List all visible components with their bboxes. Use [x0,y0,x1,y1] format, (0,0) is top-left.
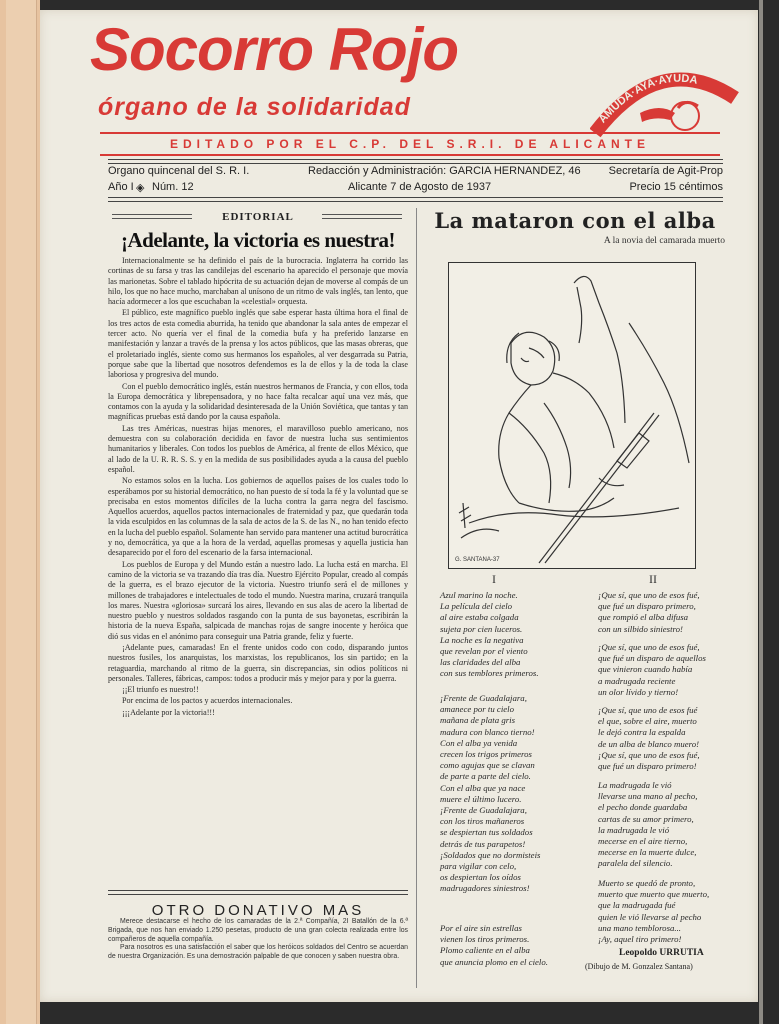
editorial-closing-line: ¡¡El triunfo es nuestro!! [122,685,199,695]
poem-line: las claridades del alba [440,657,521,668]
poem-stanza [598,705,700,772]
poem-line: con los tiros mañaneros [440,816,525,827]
date-text: Alicante 7 de Agosto de 1937 [348,181,492,193]
drawing-signature: G. SANTANA-37 [455,557,500,563]
poem-stanza [598,780,697,870]
diamond-icon: ◈ [136,182,145,194]
poem-line: La película del cielo [440,601,513,612]
editorial-paragraph: Internacionalmente se ha definido el país de la burocracia. Inglaterra ha corrido las cortinas de su farsa y tras las candilejas del escenario ha aparecido el personaje que movía las marionetas. Sobre el tablado hipócrita de su actuación dejan de moverse al compás de un hilo, los que no hace mucho, marchaban al unísono de un ritmo de vals inglés, tan lento, que hacía adormecer a los que escuchaban la «celestial» orquesta. [108,256,408,307]
poem-line: que vinieron cuando había [598,664,693,675]
donativo-body [108,918,408,962]
poem-line: que revelan por el viento [440,646,528,657]
poem-line: muere el último lucero. [440,793,522,804]
poem-line: mecerse en la muerte dulce, [598,847,697,858]
poem-line: os despiertan los oídos [440,872,521,883]
editorial-closing-line: Por encima de los pactos y acuerdos internacionales. [122,696,293,706]
poem-line: de parte a parte del cielo. [440,771,531,782]
poem-line: para vigilar con celo, [440,861,517,872]
number-text: Núm. 12 [152,181,194,193]
poem-line: que rompió el alba difusa [598,612,689,623]
soldier-illustration-icon [449,263,695,568]
poem-author: Leopoldo URRUTIA [619,948,704,958]
editorial-paragraph: Las tres Américas, nuestras hijas menores, el maravilloso pueblo americano, nos demuestra con su colaboración decidida en favor de nuestra lucha sus sentimientos humanitarios y liberales. Con todos los pueblos de América, al frente de ellos México, que al lado de la U. R. R. S. S. y en la medida de sus posibilidades ayuda a la causa del pueblo español. [108,423,408,474]
poem-line: llevarse una mano al pecho, [598,791,698,802]
poem-line: La madrugada le vió [598,780,672,790]
poem-line: de un alba de blanco muero! [598,738,700,749]
poem-line: ¡Soldados que no dormisteis [440,849,541,860]
header-rule-bottom [108,197,723,202]
poem-line: a madrugada reciente [598,675,676,686]
poem-line: que fué un disparo primero, [598,601,696,612]
redaccion-text: Redacción y Administración: GARCIA HERNANDEZ, 46 [308,165,581,177]
editorial-paragraph: Con el pueblo democrático inglés, están nuestros hermanos de Francia, y con ellos, toda la Europa democrática y librepensadora, y no hace falta recalcar aquí una vez más, que contamos con la ayuda y la solidaridad desinteresada de la Unión Soviética, que tantas y tan magníficas pruebas está dando por la causa española. [108,381,408,422]
editorial-headline: ¡Adelante, la victoria es nuestra! [120,228,396,252]
poem-line: ¡Que sí, que uno de esos fué [598,705,698,715]
masthead-title: Socorro Rojo [90,16,459,83]
price-text: Precio 15 céntimos [629,181,723,193]
donativo-title: OTRO DONATIVO MAS [151,902,365,919]
column-separator [416,208,417,988]
poem-stanza [440,590,539,680]
poem-line: le dejó contra la espalda [598,727,686,738]
poem-line: ¡Que sí, que uno de esos fué, [598,642,700,652]
poem-line: con un silbido siniestro! [598,623,683,634]
poem-stanza [440,693,540,895]
poem-line: mañana de plata gris [440,715,516,726]
soldier-drawing [448,262,696,569]
poem-line: con sus temblores primeros. [440,668,539,679]
editorial-closing-line: ¡¡¡Adelante por la victoria!!! [122,707,215,717]
masthead [90,18,730,158]
editorial-paragraph: No estamos solos en la lucha. Los gobiernos de aquellos países de los cuales todo lo esperábamos por su historial democrático, no han puesto de sí toda la fé y la voluntad que se precisaba en estos momentos difíciles de la lucha contra la garra negra del fascismo. Aquellos acuerdos, aquellos pactos internacionales de fraternidad y paz, que quedarán toda la vida esculpidos en las columnas de la sala de actos de la S. de las N., no han tenido efecto en la lucha del pueblo español. Solamente han servido para mantener una actitud burocrática y no, democrática, ya que a la hora de la verdad, aquellas promesas y aquella justicia han desaparecido por el foro del escenario de la farsa internacional. [108,476,408,558]
masthead-subtitle: órgano de la solidaridad [98,93,411,121]
poem-line: como agujas que se clavan [440,760,535,771]
poem-title: La mataron con el alba [434,208,716,233]
editorial-body [108,256,408,719]
poem-line: ¡Que sí, que uno de esos fué, [598,590,700,600]
editorial-label: EDITORIAL [222,211,294,223]
poem-line: Con el alba que ya nace [440,782,526,793]
poem-line: el que, sobre el aire, muerto [598,716,697,727]
poem-line: muerto que muerto que muerto, [598,889,710,900]
poem-line: cartas de su amor primero, [598,813,694,824]
poem-line: el pecho donde guardaba [598,802,688,813]
poem-line: paralela del silencio. [598,858,673,869]
poem-line: mecerse en el aire tierno, [598,836,688,847]
emblem-text: AMUDA·AYA·AYUDA [596,72,699,126]
editorial-paragraph: El público, este magnífico pueblo inglés que sabe esperar hasta última hora el final de los tres actos de esta comedia aburrida, ha tenido que abandonar la sala antes de empezar el tercer acto. No quería ver el final de la comedia bufa y ha preferido lanzarse en manifestación y lanzar a través de la prensa y los actos públicos, que las masas obreras, que el proletariado inglés, siente como sus hermanos los españoles, al ver desgarrada su Patria, porque sabe que la libertad que nosotros defendemos es la de ellos y la de toda la clase laboriosa y progresiva del mundo. [108,308,408,380]
poem-line: detrás de tus parapetos! [440,838,526,849]
poem-line: Por el aire sin estrellas [440,923,522,933]
editorial-ornament-right [322,214,402,219]
right-page-edge [759,0,779,1024]
poem-line: sujeta por cien luceros. [440,623,523,634]
poem-line: madrugadores siniestros! [440,883,530,894]
poem-line: una mano temblorosa... [598,922,681,933]
poem-line: ¡Frente de Guadalajara, [440,805,527,816]
poem-stanza [598,590,700,635]
poem-line: que la madrugada fué [598,900,676,911]
poem-dedication: A la novia del camarada muerto [603,236,725,246]
poem-line: La noche es la negativa [440,634,524,645]
poem-stanza [598,878,709,945]
poem-line: ¡Frente de Guadalajara, [440,693,527,703]
poem-line: ¡Que sí, que uno de esos fué, [598,749,700,760]
donativo-rule [108,890,408,895]
donativo-paragraph: Para nosotros es una satisfacción el saber que los heróicos soldados del Centro se acuerdan de nuestra Organización. Es una demostración palpable de que conocen y saben nuestra obra. [108,944,408,961]
poem-line: que anuncia plomo en el cielo. [440,956,548,967]
organ-text: Organo quincenal del S. R. I. [108,165,250,177]
masthead-band-text: EDITADO POR EL C.P. DEL S.R.I. DE ALICANTE [169,137,651,151]
poem-line: Plomo caliente en el alba [440,945,530,956]
poem-stanza [598,642,706,698]
year-text: Año I [108,181,134,193]
header-rule-top [108,159,723,164]
poem-line: amanece por tu cielo [440,704,515,715]
left-page-edge [0,0,40,1024]
ayuda-emblem-icon [590,68,740,138]
poem-line: Muerto se quedó de pronto, [598,878,696,888]
poem-line: crecen los trigos primeros [440,749,532,760]
editorial-paragraph: Los pueblos de Europa y del Mundo están a nuestro lado. La lucha está en marcha. El camino de la victoria se va trazando día tras día. Nuestro Ejército Popular, creado al compás de la guerra, es el brazo ejecutor de la victoria. Nuestro triunfo será el de millones y millones de trabajadores e intelectuales de todo el mundo. Nuestra marina, cruzará tranquila los mares. Nuestra «gloriosa» surcará los aires, llevando en sus alas de acero la libertad de nuestro pueblo y nuestros soldados rasgando con la punta de sus bayonetas, escribirán la historia de la nueva España, salpicada de manchas rojas de sangre inocente y heróica que dió sus vidas en el anónimo para conseguir una Patria grande, feliz y fuerte. [108,559,408,641]
poem-section-i: I [492,572,496,586]
poem-stanza [440,923,548,968]
poem-line: madura con blanco tierno! [440,726,535,737]
editorial-paragraph: ¡Adelante pues, camaradas! En el frente unidos codo con codo, disparando juntos nuestros fusiles, los anarquistas, los marxistas, los republicanos, los sin partido; en la retaguardia, marchando al ritmo de la guerra, sin discrepancias, sin odios políticos ni personales. Talleres, fábricas, campos: todos a producir más y mejor para y por la guerra. [108,642,408,683]
poem-line: ¡Ay, aquel tiro primero! [598,934,682,945]
poem-line: la madrugada le vió [598,824,670,835]
poem-line: se despiertan tus soldados [440,827,533,838]
donativo-paragraph: Merece destacarse el hecho de los camaradas de la 2.ª Compañía, 2I Batallón de la 6.ª Brigada, que nos han enviado 1.250 pesetas, producto de una gran colecta realizada entre los compañeros de aquella compañía. [108,918,408,943]
poem-line: que fué un disparo de aquellos [598,653,706,664]
secretaria-text: Secretaría de Agit-Prop [608,165,723,177]
poem-line: al aire estaba colgada [440,612,519,623]
poem-line: vienen los tiros primeros. [440,934,530,945]
poem-section-ii: II [649,572,657,586]
poem-line: que fué un disparo primero! [598,761,697,772]
poem-line: quien le vió llevarse al pecho [598,911,702,922]
poem-line: Con el alba ya venida [440,737,518,748]
illustration-credit: (Dibujo de M. Gonzalez Santana) [585,962,693,971]
poem-line: Azul marino la noche. [440,590,518,600]
poem-line: un olor lívido y tierno! [598,686,679,697]
